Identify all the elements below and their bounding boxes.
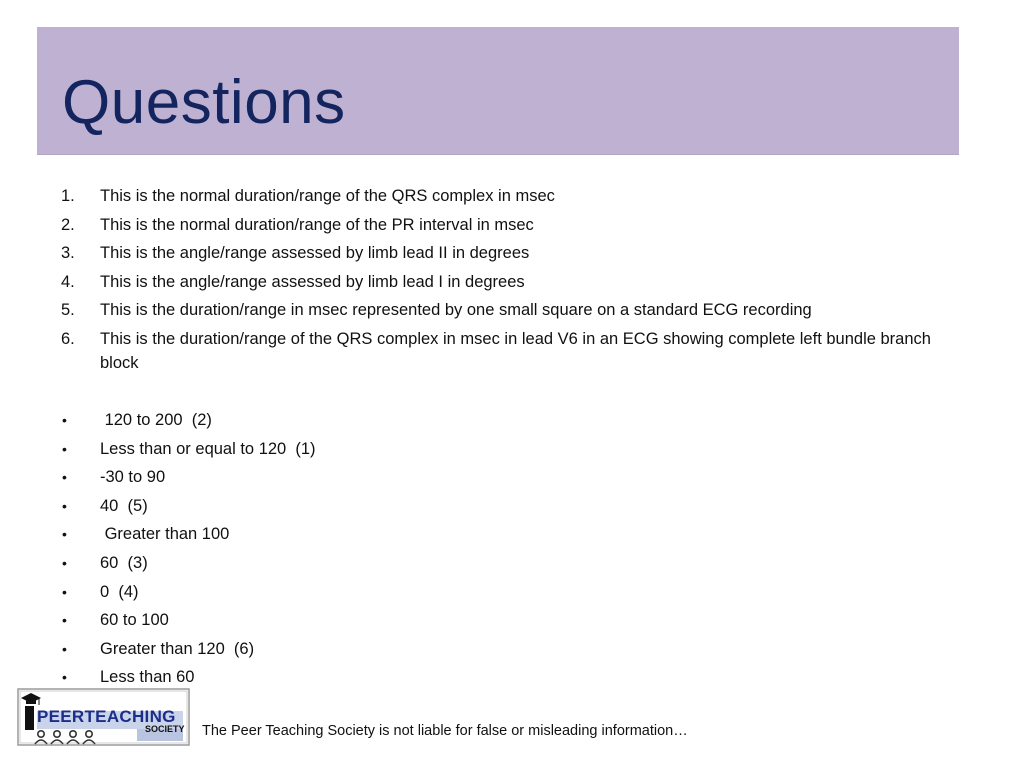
question-list	[0, 184, 960, 380]
logo-subtitle: SOCIETY	[145, 724, 185, 734]
question-item	[0, 298, 960, 322]
question-number: 2.	[61, 215, 75, 234]
bullet-icon: •	[62, 583, 67, 600]
answer-text: Less than or equal to 120 (1)	[100, 439, 316, 458]
bullet-icon: •	[62, 497, 67, 514]
bullet-icon: •	[62, 440, 67, 457]
question-number: 6.	[61, 329, 75, 348]
logo-wordmark: PEERTEACHING	[37, 707, 176, 726]
question-text: This is the duration/range in msec represented by one small square on a standard ECG recording	[100, 301, 812, 320]
bullet-icon: •	[62, 469, 67, 486]
question-text: This is the angle/range assessed by limb lead II in degrees	[100, 244, 530, 263]
answer-text: 60 (3)	[100, 553, 148, 572]
answer-text: 0 (4)	[100, 582, 139, 601]
answer-item	[0, 522, 960, 546]
answer-item	[0, 580, 960, 604]
question-text: This is the duration/range of the QRS complex in msec in lead V6 in an ECG showing complete left bundle branch block	[100, 329, 931, 372]
question-number: 5.	[61, 301, 75, 320]
question-item	[0, 213, 960, 237]
disclaimer-text: The Peer Teaching Society is not liable for false or misleading information…	[202, 723, 688, 739]
question-number: 1.	[61, 187, 75, 205]
answer-text: -30 to 90	[100, 468, 166, 487]
bullet-icon: •	[62, 412, 67, 428]
answer-text: 60 to 100	[100, 611, 169, 630]
answer-item	[0, 494, 960, 518]
question-text: This is the normal duration/range of the QRS complex in msec	[100, 187, 555, 205]
question-number: 3.	[61, 244, 75, 263]
answer-item	[0, 465, 960, 489]
bullet-icon: •	[62, 526, 67, 543]
question-text: This is the angle/range assessed by limb lead I in degrees	[100, 272, 525, 291]
slide-title: Questions	[62, 68, 346, 137]
answer-item	[0, 437, 960, 461]
question-item	[0, 327, 960, 375]
question-number: 4.	[61, 272, 75, 291]
question-item	[0, 270, 960, 294]
question-text: This is the normal duration/range of the PR interval in msec	[100, 215, 534, 234]
answer-list	[0, 408, 960, 694]
title-banner	[37, 27, 959, 155]
bullet-icon: •	[62, 640, 67, 657]
answer-item	[0, 637, 960, 661]
answer-text: Greater than 100	[100, 525, 230, 544]
answer-item	[0, 408, 960, 432]
question-item	[0, 241, 960, 265]
answer-item	[0, 551, 960, 575]
answer-text: Less than 60	[100, 668, 195, 687]
bullet-icon: •	[62, 669, 67, 686]
answer-text: 120 to 200 (2)	[100, 411, 212, 429]
answer-text: 40 (5)	[100, 496, 148, 515]
answer-item	[0, 665, 960, 689]
answer-text: Greater than 120 (6)	[100, 639, 255, 658]
question-item	[0, 184, 960, 208]
bullet-icon: •	[62, 612, 67, 629]
bullet-icon: •	[62, 554, 67, 571]
answer-item	[0, 608, 960, 632]
peer-teaching-society-logo	[17, 688, 190, 746]
